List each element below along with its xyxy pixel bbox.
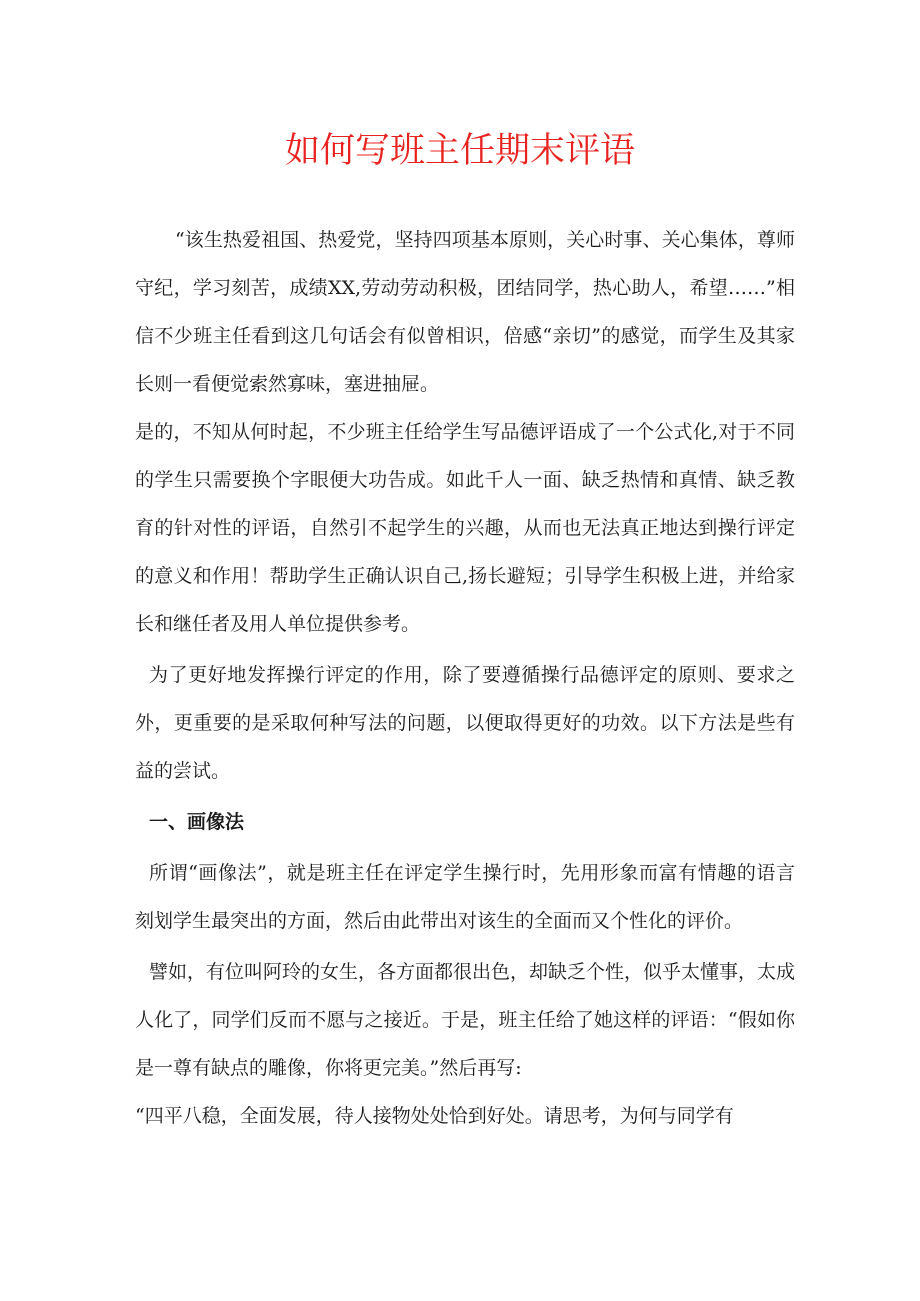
- paragraph-5: 譬如，有位叫阿玲的女生，各方面都很出色，却缺乏个性，似乎太懂事，太成人化了，同学们反而不愿与之接近。于是，班主任给了她这样的评语：“假如你是一尊有缺点的雕像，你将更完美。”然后再写:: [135, 961, 796, 1079]
- paragraph-1: “该生热爱祖国、热爱党，坚持四项基本原则，关心时事、关心集体，尊师守纪，学习刻苦，成绩XX,劳动劳动积极，团结同学，热心助人，希望……”相信不少班主任看到这几句话会有似曾相识，倍感“亲切”的感觉，而学生及其家长则一看便觉索然寡味，塞进抽屉。: [135, 229, 795, 395]
- paragraph-3: 为了更好地发挥操行评定的作用，除了要遵循操行品德评定的原则、要求之外，更重要的是采取何种写法的问题，以便取得更好的功效。以下方法是些有益的尝试。: [135, 664, 795, 782]
- document-title: 如何写班主任期末评语: [284, 131, 635, 171]
- paragraph-6: “四平八稳，全面发展，待人接物处处恰到好处。请思考，为何与同学有: [135, 1105, 734, 1127]
- paragraph-4: 所谓“画像法”，就是班主任在评定学生操行时，先用形象而富有情趣的语言刻划学生最突出的方面，然后由此带出对该生的全面而又个性化的评价。: [135, 862, 795, 932]
- document-body: [135, 216, 795, 1140]
- paragraph-2: 是的，不知从何时起，不少班主任给学生写品德评语成了一个公式化,对于不同的学生只需要换个字眼便大功告成。如此千人一面、缺乏热情和真情、缺乏教育的针对性的评语，自然引不起学生的兴趣，从而也无法真正地达到操行评定的意义和作用！帮助学生正确认识自己,扬长避短；引导学生积极上进，并给家长和继任者及用人单位提供参考。: [135, 421, 795, 635]
- section-heading-1: 一、画像法: [149, 811, 245, 833]
